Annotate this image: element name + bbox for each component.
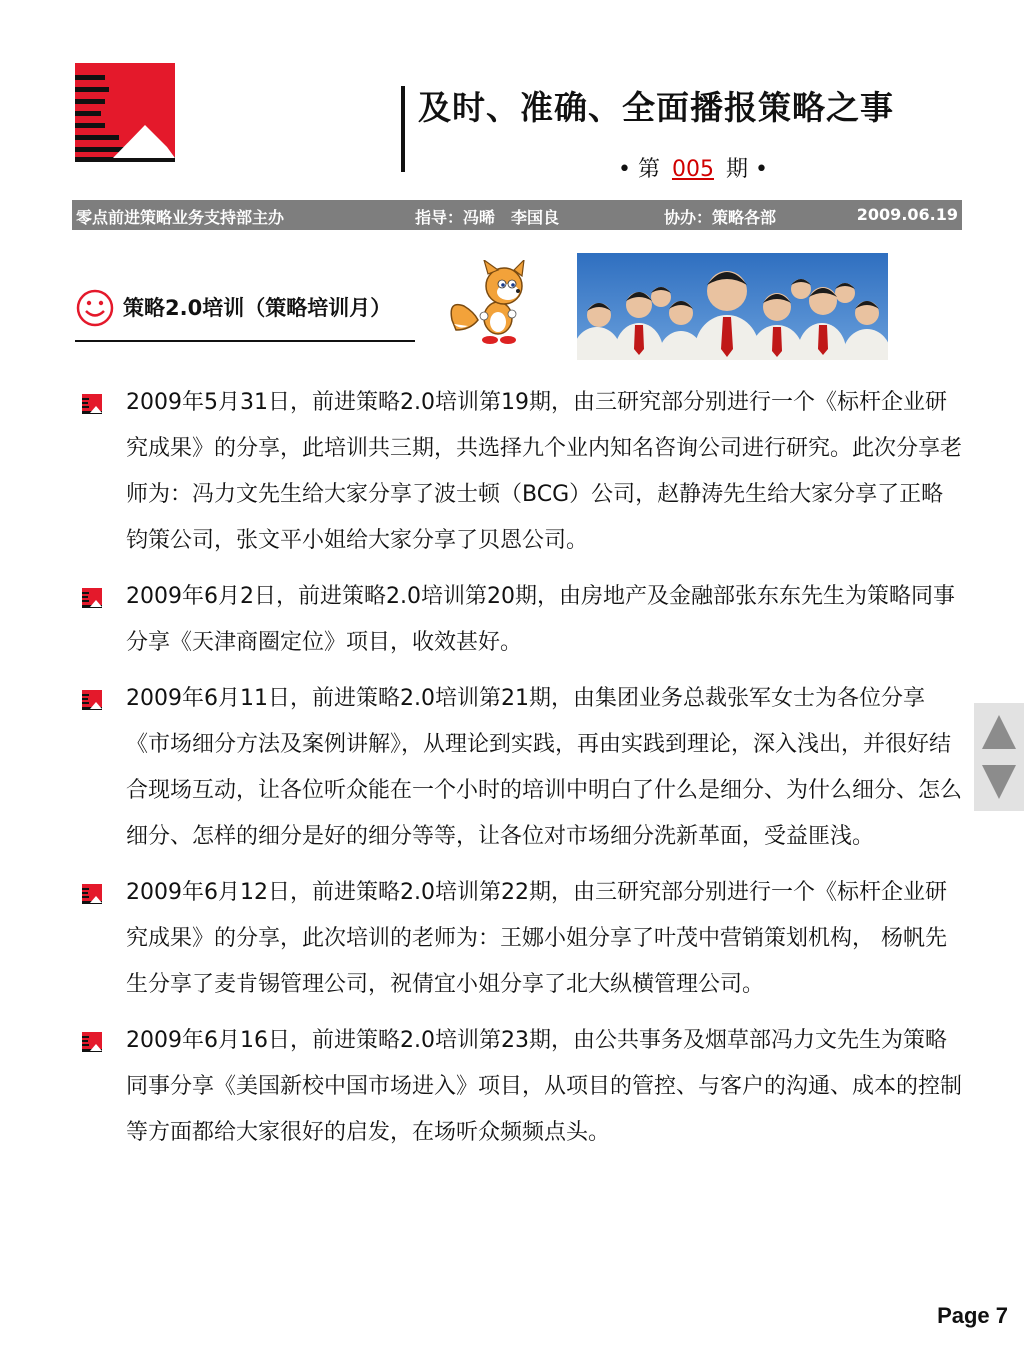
- arrow-bullet-icon: [82, 588, 102, 608]
- company-logo: [75, 63, 175, 163]
- training-entries: [82, 380, 962, 1166]
- header-divider: [401, 86, 405, 172]
- entry-text: 2009年6月2日，前进策略2.0培训第20期，由房地产及金融部张东东先生为策略同事分享《天津商圈定位》项目，收效甚好。: [126, 584, 955, 655]
- issue-suffix: 期 •: [725, 157, 768, 182]
- entry-text: 2009年6月11日，前进策略2.0培训第21期，由集团业务总裁张军女士为各位分享《市场细分方法及案例讲解》，从理论到实践，再由实践到理论，深入浅出，并很好结合现场互动，让各位听众能在一个小时的培训中明白了什么是细分、为什么细分、怎么细分、怎样的细分是好的细分等等，让各位对市场细分洗新革面，受益匪浅。: [126, 686, 963, 849]
- list-item: [82, 380, 962, 564]
- section-title: 策略2.0培训（策略培训月）: [123, 296, 392, 320]
- issue-date: 2009.06.19: [856, 205, 958, 224]
- arrow-bullet-icon: [82, 394, 102, 414]
- group-photo-graphic: [577, 253, 888, 360]
- arrow-bullet-icon: [82, 884, 102, 904]
- scroll-up-arrow-icon[interactable]: [982, 715, 1016, 749]
- organizer-text: 零点前进策略业务支持部主办: [76, 208, 285, 227]
- entry-text: 2009年6月16日，前进策略2.0培训第23期，由公共事务及烟草部冯力文先生为策略同事分享《美国新校中国市场进入》项目，从项目的管控、与客户的沟通、成本的控制等方面都给大家很好的启发，在场听众频频点头。: [126, 1028, 963, 1145]
- smiley-icon: [75, 288, 115, 328]
- arrow-bullet-icon: [82, 690, 102, 710]
- list-item: [82, 676, 962, 860]
- advisors-text: 指导：冯晞 李国良: [415, 208, 560, 227]
- cartoon-fox-illustration: [444, 260, 540, 346]
- issue-number-line: [612, 152, 774, 183]
- newsletter-headline: 及时、准确、全面播报策略之事: [418, 88, 894, 127]
- entry-text: 2009年5月31日，前进策略2.0培训第19期，由三研究部分别进行一个《标杆企业研究成果》的分享，此培训共三期，共选择九个业内知名咨询公司进行研究。此次分享老师为：冯力文先生给大家分享了波士顿（BCG）公司，赵静涛先生给大家分享了正略钧策公司，张文平小姐给大家分享了贝恩公司。: [126, 390, 963, 553]
- arrow-bullet-icon: [82, 1032, 102, 1052]
- group-photo: [577, 253, 888, 360]
- page-navigation: [974, 703, 1024, 811]
- page-number: Page 7: [937, 1303, 1008, 1328]
- info-bar: [72, 200, 962, 230]
- issue-number: 005: [671, 157, 714, 182]
- list-item: [82, 870, 962, 1008]
- list-item: [82, 1018, 962, 1156]
- co-organizer-text: 协办：策略各部: [664, 208, 777, 227]
- section-heading: [75, 288, 415, 342]
- entry-text: 2009年6月12日，前进策略2.0培训第22期，由三研究部分别进行一个《标杆企业研究成果》的分享，此次培训的老师为：王娜小姐分享了叶茂中营销策划机构， 杨帆先生分享了麦肯锡管理公司，祝倩宜小姐分享了北大纵横管理公司。: [126, 880, 947, 997]
- issue-prefix: • 第: [618, 157, 660, 182]
- list-item: [82, 574, 962, 666]
- scroll-down-arrow-icon[interactable]: [982, 765, 1016, 799]
